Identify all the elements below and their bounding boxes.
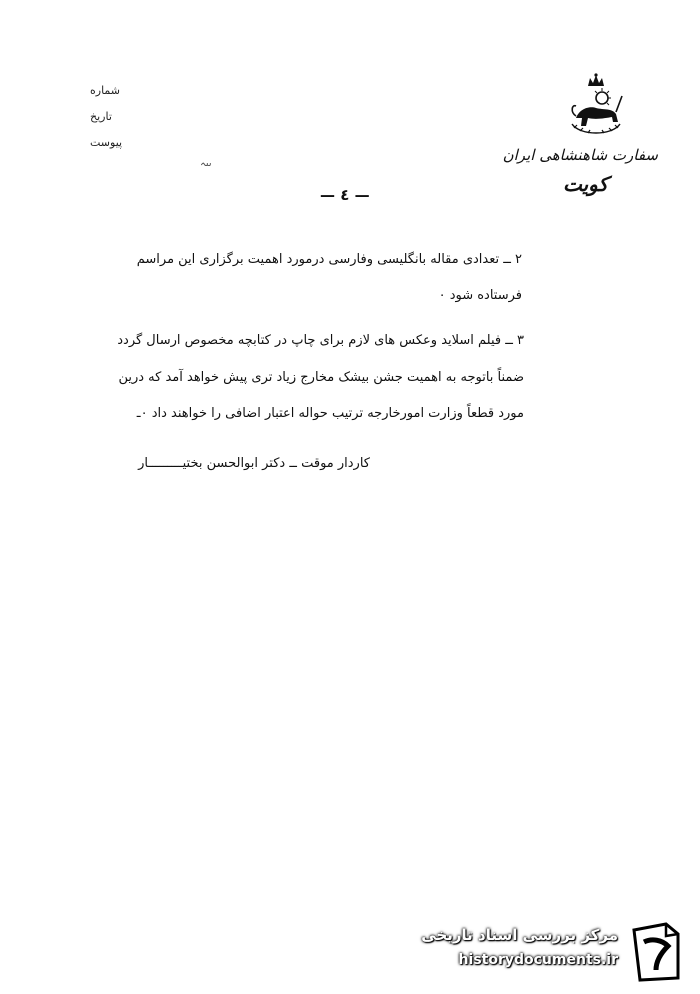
watermark-url: historydocuments.ir bbox=[458, 952, 618, 968]
page-number: — ٤ — bbox=[320, 186, 370, 204]
body-line-2: فرستاده شود ٠ bbox=[438, 288, 522, 303]
embassy-name: سفارت شاهنشاهی ایران bbox=[502, 146, 658, 164]
watermark-title: مرکز بررسی اسناد تاریخی bbox=[421, 926, 618, 944]
body-line-3: ۳ ــ فیلم اسلاید وعکس های لازم برای چاپ در کتابچه مخصوص ارسال گردد bbox=[117, 333, 524, 348]
watermark bbox=[400, 918, 690, 988]
date-field-label: تاریخ bbox=[90, 110, 112, 123]
embassy-city: کویت bbox=[562, 172, 608, 196]
attachment-field-label: پیوست bbox=[90, 136, 123, 149]
signature-line: کاردار موقت ــ دکتر ابوالحسن بختیـــــــــار bbox=[138, 456, 370, 471]
body-line-5: مورد قطعاً وزارت امورخارجه ترتیب حواله اعتبار اضافی را خواهند داد ٠ـ bbox=[136, 406, 524, 421]
header-fields bbox=[90, 84, 170, 162]
number-field-label: شماره bbox=[90, 84, 121, 97]
body-line-4: ضمناً باتوجه به اهمیت جشن بیشک مخارج زیاد تری پیش خواهد آمد که درین bbox=[118, 370, 524, 385]
body-line-1: ۲ ــ تعدادی مقاله بانگلیسی وفارسی درمورد اهمیت برگزاری این مراسم bbox=[136, 252, 522, 267]
stray-marks: ٮٮہ bbox=[200, 158, 212, 169]
document-archive-logo-icon bbox=[626, 920, 686, 984]
lion-and-sun-emblem-icon bbox=[566, 72, 626, 142]
